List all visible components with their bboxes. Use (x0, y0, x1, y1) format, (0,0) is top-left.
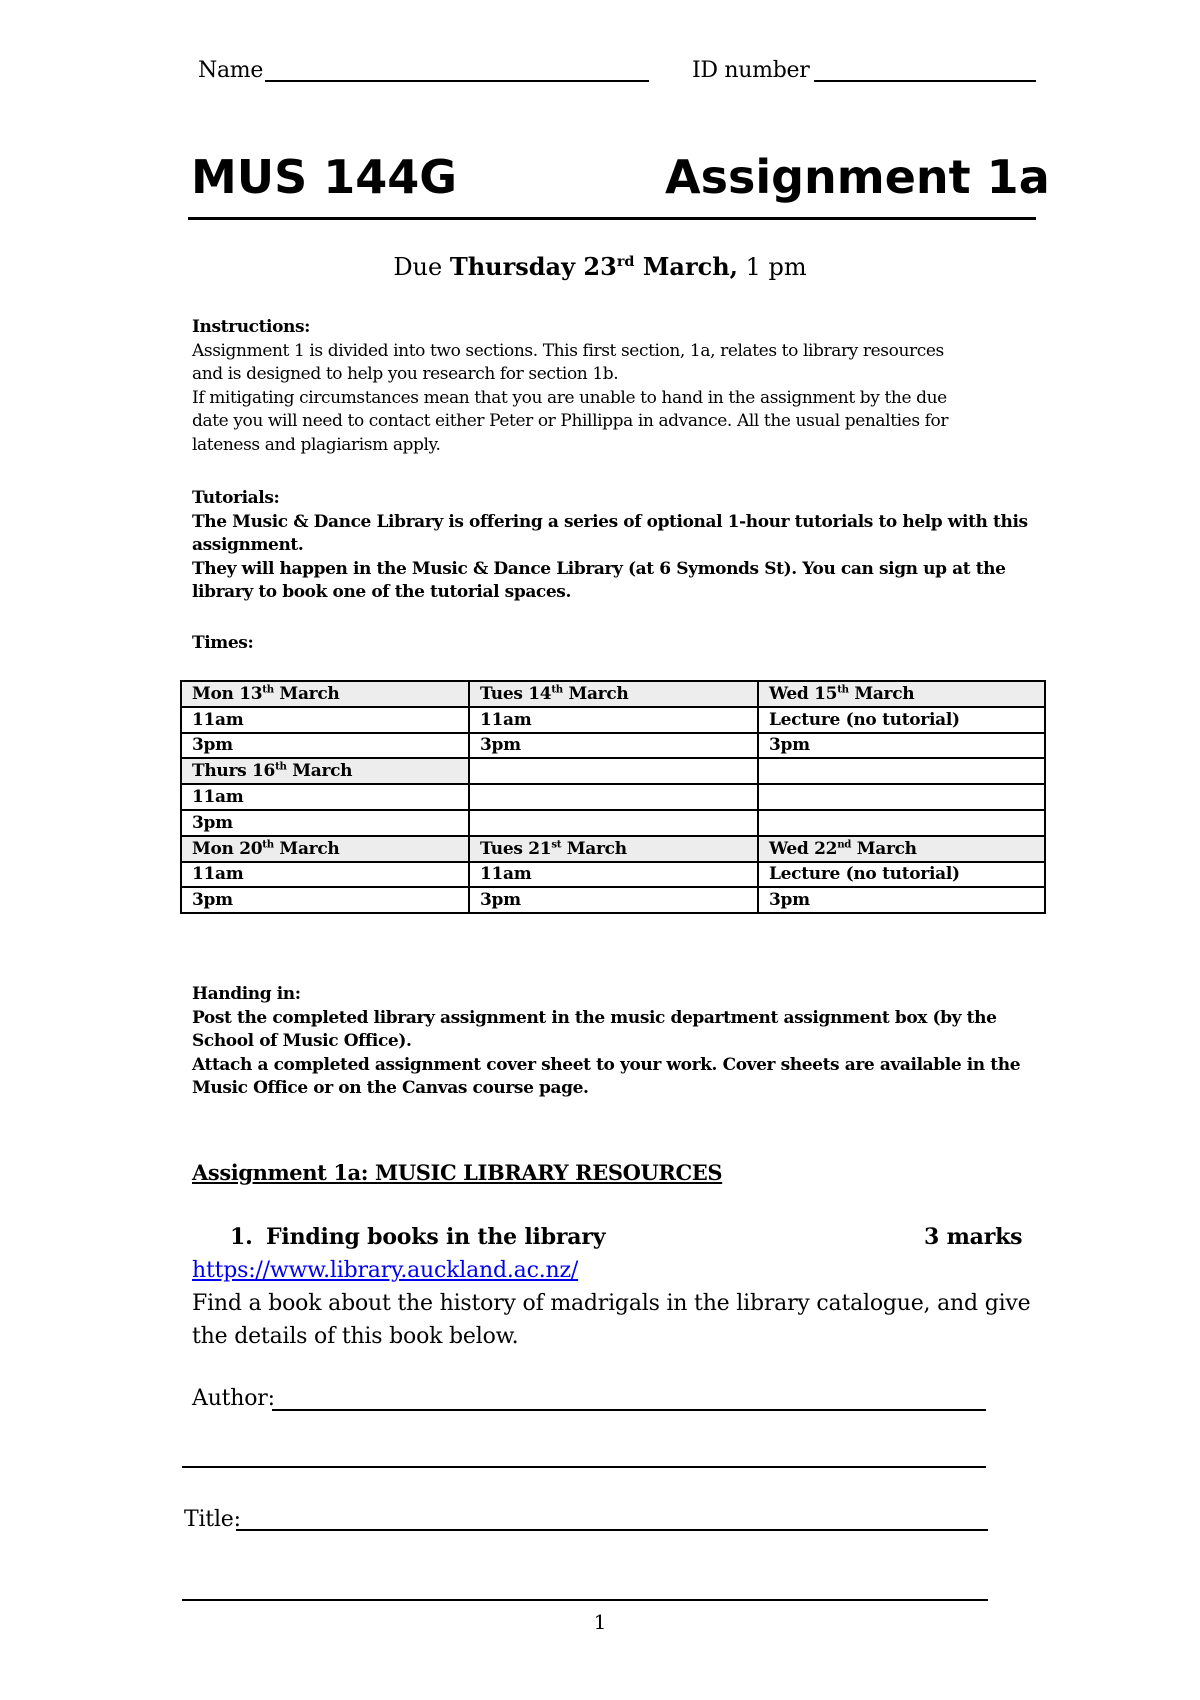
tutorials-block (192, 487, 1052, 605)
table-date-row (181, 758, 1045, 784)
tutorial-times-table (180, 680, 1046, 914)
table-cell: 11am (181, 862, 469, 888)
table-cell: 11am (181, 784, 469, 810)
instructions-line: If mitigating circumstances mean that you are unable to hand in the assignment by the due (192, 387, 947, 408)
table-row (181, 784, 1045, 810)
table-cell: 3pm (469, 887, 758, 913)
table-row (181, 862, 1045, 888)
tutorials-line: The Music & Dance Library is offering a series of optional 1-hour tutorials to help with this (192, 511, 1028, 532)
table-cell: 3pm (758, 887, 1045, 913)
author-answer-line[interactable] (272, 1409, 986, 1411)
name-label: Name (198, 58, 264, 83)
table-date-cell: Mon 13th March (181, 681, 469, 707)
table-date-cell: Mon 20th March (181, 836, 469, 862)
table-row (181, 733, 1045, 759)
table-cell: 3pm (181, 887, 469, 913)
handing-in-line: School of Music Office). (192, 1031, 412, 1051)
due-time: 1 pm (745, 253, 807, 281)
instructions-block (192, 316, 1052, 457)
id-number-field[interactable] (814, 80, 1036, 82)
table-date-cell: Tues 14th March (469, 681, 758, 707)
table-cell: 11am (469, 707, 758, 733)
table-cell (469, 784, 758, 810)
table-date-cell: Wed 15th March (758, 681, 1045, 707)
tutorials-line: library to book one of the tutorial spaces. (192, 582, 571, 602)
handing-in-heading: Handing in: (192, 984, 301, 1004)
title-rule (188, 217, 1036, 220)
table-cell: 3pm (469, 733, 758, 759)
table-cell (758, 784, 1045, 810)
instructions-line: date you will need to contact either Peter or Phillippa in advance. All the usual penalties for (192, 411, 949, 431)
tutorials-line: assignment. (192, 535, 304, 555)
author-answer-line-2[interactable] (182, 1466, 986, 1468)
instructions-heading: Instructions: (192, 317, 311, 337)
table-cell: Lecture (no tutorial) (758, 707, 1045, 733)
tutorials-heading: Tutorials: (192, 488, 280, 508)
title-answer-line-2[interactable] (182, 1599, 988, 1601)
question-text-line: Find a book about the history of madrigals in the library catalogue, and give (192, 1291, 1031, 1316)
table-cell: 3pm (181, 810, 469, 836)
due-date (0, 252, 1200, 281)
table-cell (758, 810, 1045, 836)
section-heading: Assignment 1a: MUSIC LIBRARY RESOURCES (192, 1160, 723, 1185)
page-number: 1 (593, 1610, 607, 1634)
table-date-row (181, 681, 1045, 707)
question-text (192, 1287, 1052, 1353)
table-cell: Lecture (no tutorial) (758, 862, 1045, 888)
instructions-line: Assignment 1 is divided into two sections. This first section, 1a, relates to library resources (192, 340, 944, 361)
table-date-cell: Tues 21st March (469, 836, 758, 862)
title-label: Title: (184, 1507, 241, 1532)
table-date-cell (758, 758, 1045, 784)
question-marks: 3 marks (924, 1224, 1023, 1250)
table-cell: 11am (181, 707, 469, 733)
author-label: Author: (192, 1386, 275, 1411)
title-answer-line[interactable] (236, 1529, 988, 1531)
handing-in-line: Attach a completed assignment cover sheet to your work. Cover sheets are available in the (192, 1054, 1021, 1075)
tutorials-line: They will happen in the Music & Dance Library (at 6 Symonds St). You can sign up at the (192, 558, 1006, 579)
handing-in-line: Post the completed library assignment in the music department assignment box (by the (192, 1007, 997, 1028)
due-prefix: Due (393, 253, 443, 281)
table-row (181, 887, 1045, 913)
name-field[interactable] (265, 80, 649, 82)
assignment-title: Assignment 1a (665, 150, 1050, 204)
handing-in-block (192, 983, 1052, 1101)
question-title: Finding books in the library (266, 1224, 606, 1250)
instructions-line: lateness and plagiarism apply. (192, 434, 441, 455)
times-heading: Times: (192, 633, 254, 653)
table-row (181, 810, 1045, 836)
table-cell (469, 810, 758, 836)
question-text-line: the details of this book below. (192, 1324, 519, 1349)
table-row (181, 707, 1045, 733)
due-day: Thursday 23rd March, (449, 252, 739, 281)
table-date-cell: Wed 22nd March (758, 836, 1045, 862)
table-cell: 11am (469, 862, 758, 888)
question-number: 1. (230, 1224, 253, 1250)
table-date-cell (469, 758, 758, 784)
id-number-label: ID number (692, 58, 810, 83)
table-date-row (181, 836, 1045, 862)
course-code: MUS 144G (191, 150, 458, 204)
library-link[interactable]: https://www.library.auckland.ac.nz/ (192, 1258, 579, 1283)
table-cell: 3pm (758, 733, 1045, 759)
table-date-cell: Thurs 16th March (181, 758, 469, 784)
table-cell: 3pm (181, 733, 469, 759)
instructions-line: and is designed to help you research for section 1b. (192, 364, 619, 384)
handing-in-line: Music Office or on the Canvas course page. (192, 1078, 589, 1098)
